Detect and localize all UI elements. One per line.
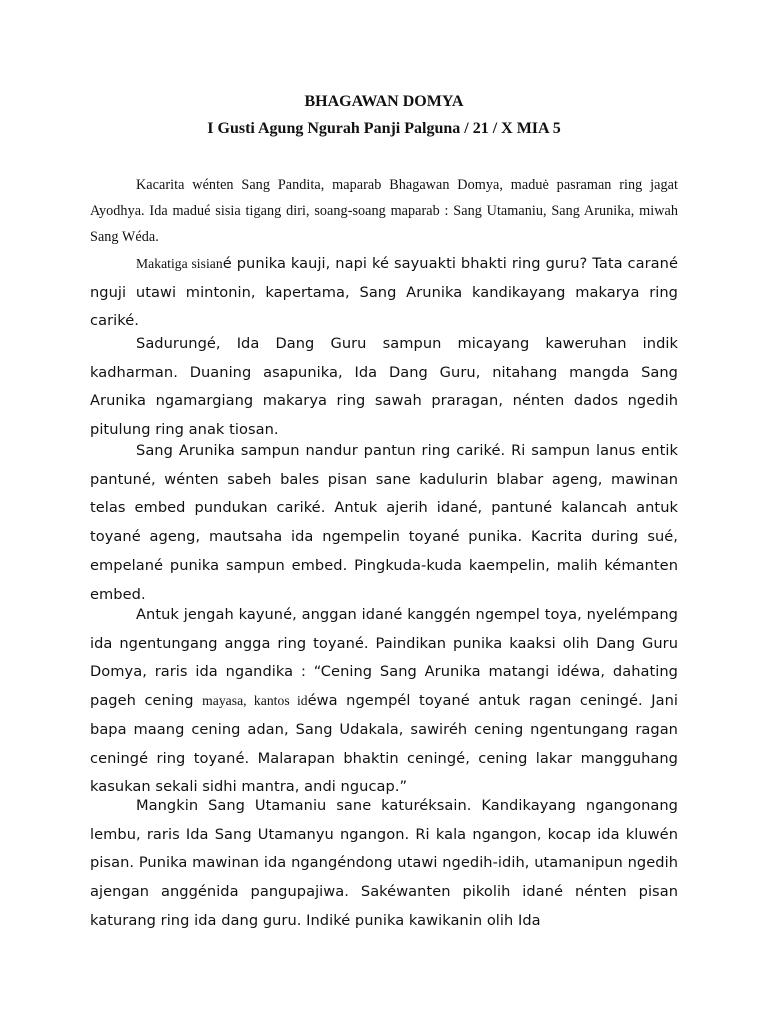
paragraph-6: Mangkin Sang Utamaniu sane katuréksain. Kandikayang ngangonang lembu, raris Ida Sang Utamanyu ngangon. Ri kala ngangon, kocap ida kluwén pisan. Punika mawinan ida ngangéndong utawi ngedih-idih, utamanipun ngedih ajengan anggénida pangupajiwa. Sakéwanten pikolih idané nénten pisan katurang ring ida dang guru. Indiké punika kawikanin olih Ida bbox=[90, 797, 678, 929]
paragraph-4: Sang Arunika sampun nandur pantun ring cariké. Ri sampun lanus entik pantuné, wénten sabeh bales pisan sane kadulurin blabar ageng, mawinan telas embed pundukan cariké. Antuk ajerih idané, pantuné kalancah antuk toyané ageng, mautsaha ida ngempelin toyané punika. Kacrita during sué, empelané punika sampun embed. Pingkuda-kuda kaempelin, malih kémanten embed. bbox=[90, 442, 678, 603]
paragraph-5 bbox=[90, 601, 678, 802]
paragraph-1: Kacarita wénten Sang Pandita, maparab Bhagawan Domya, maduė pasraman ring jagat Ayodhya. Ida madué sisia tigang diri, soang-soang maparab : Sang Utamaniu, Sang Arunika, miwah Sang Wéda. bbox=[90, 177, 678, 245]
paragraph-5-text-a: Antuk jengah kayuné, anggan idané kanggén ngempel toya, nyelémpang ida ngentungang angga ring toyané. Paindikan punika kaaksi olih Dang Guru Domya, raris ida ngandika : “Cening Sang Arunika matangi idéwa, dahating pageh cening bbox=[90, 606, 678, 710]
document-title: BHAGAWAN DOMYA bbox=[304, 93, 464, 110]
paragraph-3: Sadurungé, Ida Dang Guru sampun micayang kaweruhan indik kadharman. Duaning asapunika, Ida Dang Guru, nitahang mangda Sang Arunika ngamargiang makarya ring sawah praragan, nénten dados ngedih pitulung ring anak tiosan. bbox=[90, 335, 678, 439]
paragraph-2-text: é punika kauji, napi ké sayuakti bhakti ring guru? Tata carané nguji utawi mintonin, kapertama, Sang Arunika kandikayang makarya ring cariké. bbox=[90, 255, 678, 330]
paragraph-5-serif-run: mayasa, kantos id bbox=[202, 693, 308, 709]
paragraph-2 bbox=[90, 250, 678, 336]
document-subtitle: I Gusti Agung Ngurah Panji Palguna / 21 / X MIA 5 bbox=[207, 120, 561, 137]
paragraph-5-text-b: éwa ngempél toyané antuk ragan ceningé. Jani bapa maang cening adan, Sang Udakala, sawiréh cening ngentungang ragan ceningé ring toyané. Malarapan bhaktin ceningé, cening lakar mangguhang kasukan sekali sidhi mantra, andi ngucap.” bbox=[90, 692, 678, 796]
paragraph-2-serif-run: Makatiga sisian bbox=[136, 256, 223, 271]
